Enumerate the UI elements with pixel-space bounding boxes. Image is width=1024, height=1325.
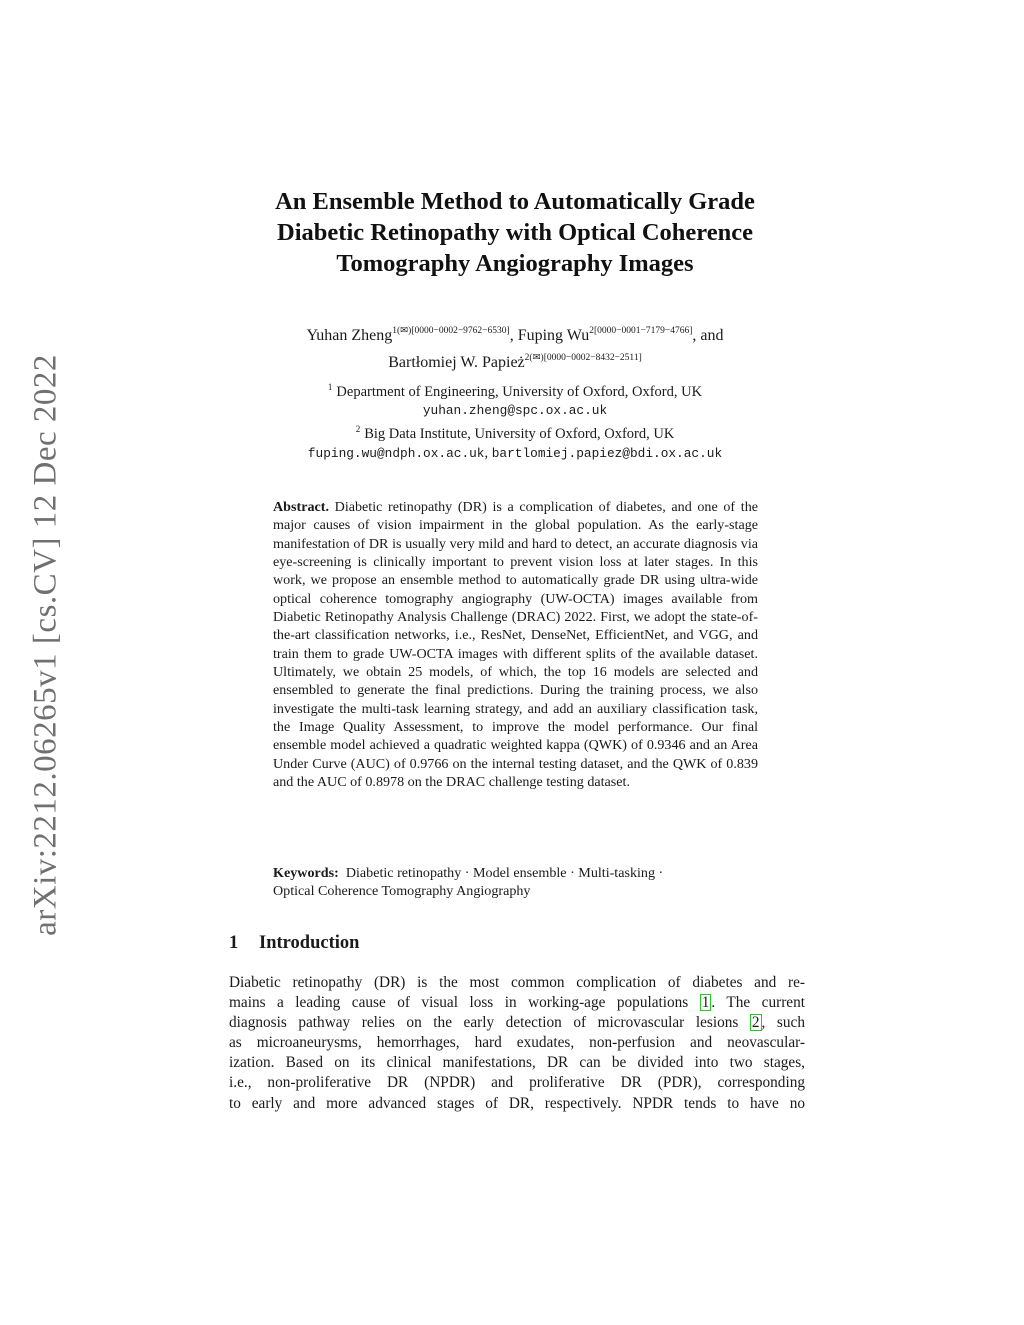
title-line-1: An Ensemble Method to Automatically Grade <box>275 188 755 215</box>
paper-title <box>200 186 830 279</box>
body-line <box>229 993 805 1013</box>
title-line-2: Diabetic Retinopathy with Optical Coherence <box>277 219 753 246</box>
arxiv-identifier-stamp: arXiv:2212.06265v1 [cs.CV] 12 Dec 2022 <box>27 354 64 936</box>
keywords-label: Keywords: <box>273 865 339 881</box>
body-line <box>229 1013 805 1033</box>
author-email[interactable]: yuhan.zheng@spc.ox.ac.uk <box>422 402 608 418</box>
keywords-text: Diabetic retinopathy · Model ensemble · Multi-tasking · <box>345 865 664 881</box>
affiliation-marker: 1 <box>327 382 333 392</box>
affiliation-1 <box>180 378 850 402</box>
email-line-1 <box>180 402 850 421</box>
section-number: 1 <box>229 933 239 953</box>
author-list <box>180 320 850 374</box>
author-email[interactable]: bartlomiej.papiez@bdi.ox.ac.uk <box>491 446 723 462</box>
keywords-line-1 <box>273 864 758 882</box>
body-line: i.e., non-proliferative DR (NPDR) and proliferative DR (PDR), corresponding <box>229 1074 805 1092</box>
author-conjunction: , and <box>692 327 724 344</box>
body-line: to early and more advanced stages of DR, respectively. NPDR tends to have no <box>229 1094 805 1112</box>
keywords <box>273 864 758 901</box>
affiliations <box>180 378 850 464</box>
author-orcid: 2(✉)[0000−0002−8432−2511] <box>524 353 642 363</box>
body-text-span: , such <box>761 1014 805 1032</box>
citation-link[interactable]: 1 <box>701 994 710 1012</box>
section-title: Introduction <box>259 933 360 953</box>
author-line-1 <box>180 320 850 347</box>
author-email[interactable]: fuping.wu@ndph.ox.ac.uk <box>307 446 485 462</box>
section-heading <box>229 933 359 954</box>
body-text-span: diagnosis pathway relies on the early detection of microvascular lesions <box>229 1014 750 1032</box>
affiliation-marker: 2 <box>355 424 361 435</box>
abstract <box>273 498 758 792</box>
affiliation-text: Big Data Institute, University of Oxford, Oxford, UK <box>364 426 675 443</box>
author-name: Bartłomiej W. Papież <box>388 354 525 371</box>
title-line-3: Tomography Angiography Images <box>336 250 694 277</box>
body-line: as microaneurysms, hemorrhages, hard exudates, non-perfusion and neovascular- <box>229 1034 805 1052</box>
affiliation-text: Department of Engineering, University of Oxford, Oxford, UK <box>336 384 703 400</box>
author-orcid: 2[0000−0001−7179−4766] <box>589 326 693 336</box>
email-separator: , <box>484 445 492 462</box>
body-line: ization. Based on its clinical manifestations, DR can be divided into two stages, <box>229 1054 805 1072</box>
author-line-2 <box>180 347 850 374</box>
body-text-span: . The current <box>711 994 805 1012</box>
body-text-span: mains a leading cause of visual loss in working-age populations <box>229 994 700 1012</box>
keywords-line-2: Optical Coherence Tomography Angiography <box>273 883 531 900</box>
introduction-body <box>229 973 805 1114</box>
author-name: Yuhan Zheng <box>306 327 393 344</box>
affiliation-2 <box>180 420 850 444</box>
author-name: , Fuping Wu <box>509 327 590 344</box>
citation-link[interactable]: 2 <box>751 1014 760 1032</box>
abstract-text: Diabetic retinopathy (DR) is a complication of diabetes, and one of the major causes of vision impairment in the global population. As the early-stage manifestation of DR is usually very mild and hard to detect, an accurate diagnosis via eye-screening is clinically important to prevent vision loss at later stages. In this work, we propose an ensemble method to automatically grade DR using ultra-wide optical coherence tomography angiography (UW-OCTA) images available from Diabetic Retinopathy Analysis Challenge (DRAC) 2022. First, we adopt the state-of-the-art classification networks, i.e., ResNet, DenseNet, EfficientNet, and VGG, and train them to grade UW-OCTA images with different splits of the available dataset. Ultimately, we obtain 25 models, of which, the top 16 models are selected and ensembled to generate the final predictions. During the training process, we also investigate the multi-task learning strategy, and add an auxiliary classification task, the Image Quality Assessment, to improve the model performance. Our final ensemble model achieved a quadratic weighted kappa (QWK) of 0.9346 and an Area Under Curve (AUC) of 0.9766 on the internal testing dataset, and the QWK of 0.839 and the AUC of 0.8978 on the DRAC challenge testing dataset. <box>273 499 758 791</box>
email-line-2 <box>180 444 850 464</box>
author-orcid: 1(✉)[0000−0002−9762−6530] <box>392 326 510 336</box>
abstract-label: Abstract. <box>273 499 329 515</box>
body-line: Diabetic retinopathy (DR) is the most common complication of diabetes and re- <box>229 974 805 991</box>
